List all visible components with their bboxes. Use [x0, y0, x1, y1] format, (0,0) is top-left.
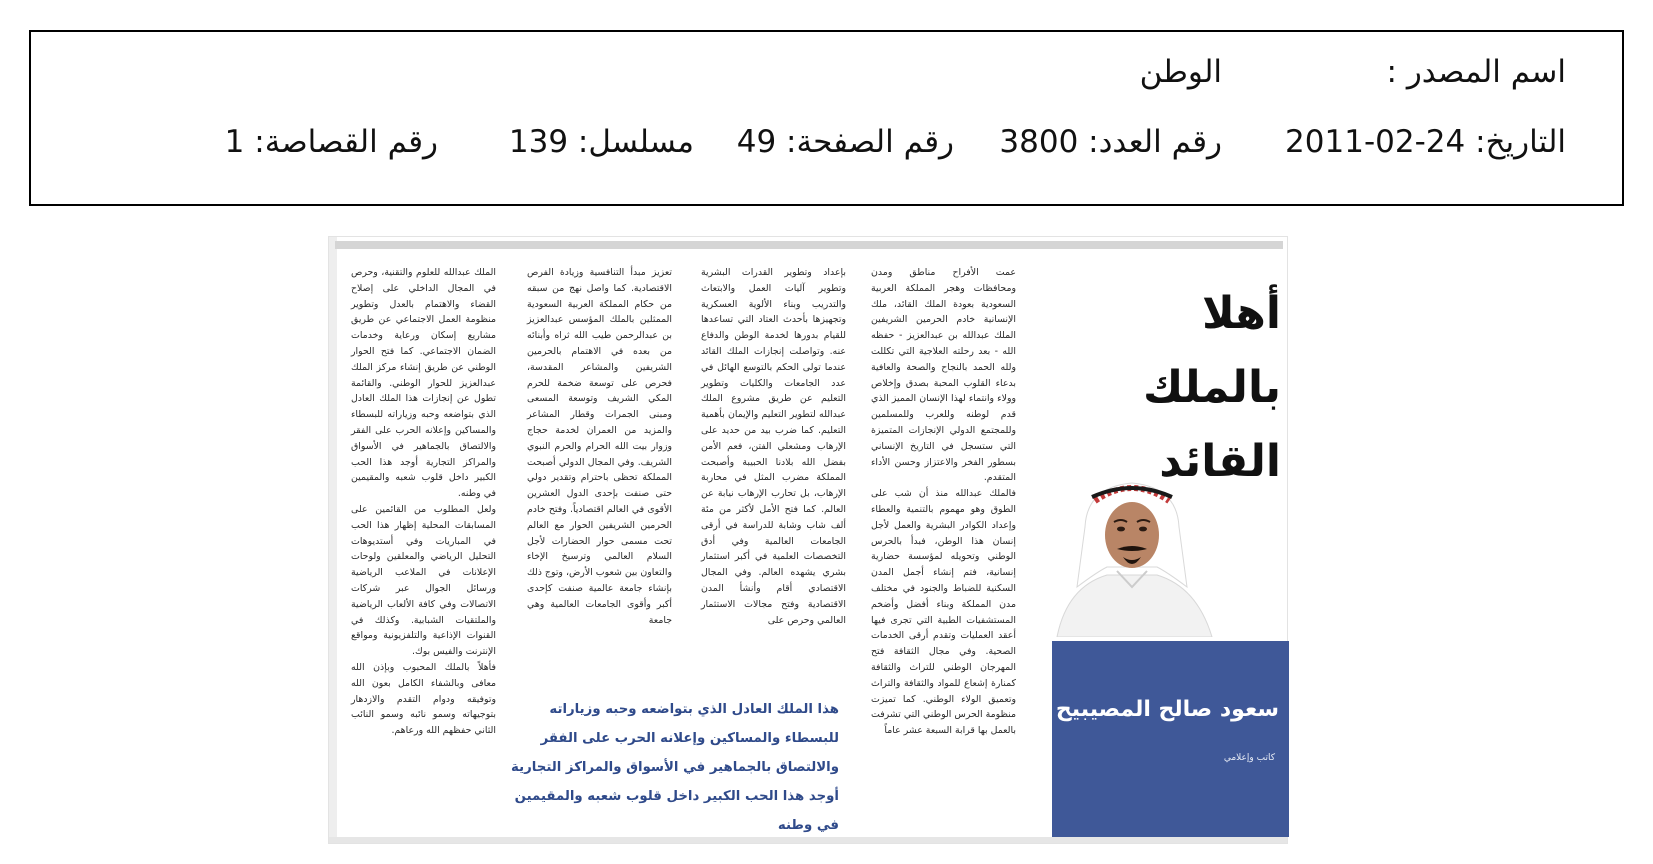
column-paragraph: عمت الأفراح مناطق ومدن ومحافظات وهجر المملكة العربية السعودية بعودة الملك القائد، ملك الإنسانية خادم الحرمين الشريفين الملك عبدالله بن عبدالعزيز - حفظه الله - بعد رحلته العلاجية التي تكللت ولله الحمد بالنجاح والصحة والعافية بدعاء القلوب المحبة بصدق وإخلاص وولاء وانتماء لهذا الإنسان المميز الذي قدم لوطنه وللعرب وللمسلمين وللمجتمع الدولي الإنجازات المتميزة التي ستسجل في التاريخ الإنساني بسطور الفخر والاعتزاز وحسن الأداء المتقدم. — [871, 267, 1016, 484]
article-column-4 — [351, 265, 496, 795]
column-paragraph: الملك عبدالله للعلوم والتقنية، وحرص في المجال الداخلي على إصلاح القضاء والاهتمام بالعدل وتطوير منظومة العمل الاجتماعي عن طريق مشاريع إسكان ورعاية وخدمات الضمان الاجتماعي. كما فتح الحوار الوطني عن طريق إنشاء مركز الملك عبدالعزيز للحوار الوطني. والقائمة تطول عن إنجازات هذا الملك العادل الذي بتواضعه وحبه وزياراته للبسطاء والمساكين وإعلانه الحرب على الفقر والالتصاق بالجماهير في الأسواق والمراكز التجارية أوجد هذا الحب الكبير داخل قلوب شعبه والمقيمين في وطنه. — [351, 267, 496, 500]
article-headline — [1081, 277, 1281, 499]
serial-number: مسلسل: 139 — [508, 124, 694, 160]
article-column-2 — [701, 265, 846, 665]
column-paragraph: فأهلاً بالملك المحبوب وبإذن الله معافى وبالشفاء الكامل بعون الله وتوفيقه ودوام التقدم والازدهار بتوجيهاته وسمو نائبه وسمو النائب الثاني حفظهم الله ورعاهم. — [351, 661, 496, 737]
column-paragraph: فالملك عبدالله منذ أن شب على الطوق وهو مهموم بالتنمية والعطاء وإعداد الكوادر البشرية والعمل لأجل إنسان هذا الوطن، فبدأ بالحرس الوطني وتحويله لمؤسسة حضارية إنسانية، فتم إنشاء أجمل المدن السكنية للضباط والجنود في مختلف مدن المملكة وبناء أفضل وأضخم المستشفيات الطبية التي تجرى فيها أعقد العمليات وتقدم أرقى الخدمات الصحية. وفي مجال الثقافة فتح المهرجان الوطني للتراث والثقافة كمنارة إشعاع للمواد والثقافة والتراث وتعميق الولاء الوطني. كما تميزت منظومة الحرس الوطني التي تشرفت بالعمل بها قرابة السبعة عشر عاماً — [871, 488, 1016, 737]
column-paragraph: ولعل المطلوب من القائمين على المسابقات المحلية إظهار هذا الحب في المباريات وفي أستديوهات التحليل الرياضي والمعلقين ولوحات الإعلانات في الملاعب الرياضية ورسائل الجوال عبر شركات الاتصالات وفي كافة الألعاب الرياضية والملتقيات الشبابية. وكذلك في القنوات الإذاعية والتلفزيونية ومواقع الإنترنت والفيس بوك. — [351, 503, 496, 658]
pull-quote: هذا الملك العادل الذي بتواضعه وحبه وزياراته للبسطاء والمساكين وإعلانه الحرب على الفقر والالتصاق بالجماهير في الأسواق والمراكز التجارية أوجد هذا الحب الكبير داخل قلوب شعبه والمقيمين في وطنه — [511, 702, 839, 833]
metadata-box — [29, 30, 1624, 206]
author-box — [1052, 641, 1289, 837]
author-photo — [1047, 467, 1217, 637]
headline-line-2: القائد — [1159, 436, 1281, 487]
author-name: سعود صالح المصيبيح — [1055, 697, 1279, 722]
headline-line-1: أهلا بالملك — [1143, 288, 1281, 413]
source-value: الوطن — [1139, 54, 1222, 90]
column-paragraph: بإعداد وتطوير القدرات البشرية وتطوير آليات العمل والابتعاث والتدريب وبناء الألوية العسكرية وتجهيزها بأحدث العتاد التي تساعدها للقيام بدورها لخدمة الوطن والدفاع عنه. وتواصلت إنجازات الملك القائد عندما تولى الحكم بالتوسع الهائل في عدد الجامعات والكليات وتطوير التعليم عن طريق مشروع الملك عبدالله لتطوير التعليم والإيمان بأهمية التعليم. كما ضرب بيد من حديد على الإرهاب ومشعلي الفتن، فعم الأمن بفضل الله بلادنا الحبيبة وأصبحت المملكة مضرب المثل في محاربة الإرهاب، بل تحارب الإرهاب نيابة عن العالم. كما فتح الأمل لأكثر من مئة ألف شاب وشابة للدراسة في أرقى الجامعات العالمية وفي أدق التخصصات العلمية في أكبر استثمار بشري يشهده العالم. وفي المجال الاقتصادي أقام وأنشأ المدن الاقتصادية وفتح مجالات الاستثمار العالمي وحرص على — [701, 267, 846, 626]
article-column-1 — [871, 265, 1016, 775]
author-role: كاتب وإعلامي — [1223, 753, 1275, 763]
scan-edge-shade — [329, 237, 337, 843]
date-field: التاريخ: 24-02-2011 — [1285, 124, 1566, 160]
clipping-number: رقم القصاصة: 1 — [224, 124, 438, 160]
page-number: رقم الصفحة: 49 — [736, 124, 954, 160]
top-rule — [335, 241, 1283, 249]
article-column-3 — [527, 265, 672, 665]
newspaper-clipping — [328, 236, 1288, 844]
issue-number: رقم العدد: 3800 — [999, 124, 1222, 160]
source-label: اسم المصدر : — [1386, 54, 1566, 90]
column-paragraph: تعزيز مبدأ التنافسية وزيادة الفرص الاقتصادية. كما واصل نهج من سبقه من حكام المملكة العربية السعودية الممثلين بالملك المؤسس عبدالعزيز بن عبدالرحمن طيب الله ثراه وأبنائه من بعده في الاهتمام بالحرمين الشريفين والمشاعر المقدسة، فحرص على توسعة ضخمة للحرم المكي الشريف وتوسعة المسعى ومبنى الجمرات وقطار المشاعر والمزيد من العمران لخدمة حجاج وزوار بيت الله الحرام والحرم النبوي الشريف. وفي المجال الدولي أصبحت المملكة تحظى باحترام وتقدير دولي حتى صنفت بإحدى الدول العشرين الأقوى في العالم اقتصادياً. وفتح خادم الحرمين الشريفين الحوار مع العالم تحت مسمى حوار الحضارات لأجل السلام العالمي وترسيخ الإخاء والتعاون بين شعوب الأرض، وتوج ذلك بإنشاء جامعة عالمية صنفت كإحدى أكبر وأقوى الجامعات العالمية وهي جامعة — [527, 267, 672, 626]
